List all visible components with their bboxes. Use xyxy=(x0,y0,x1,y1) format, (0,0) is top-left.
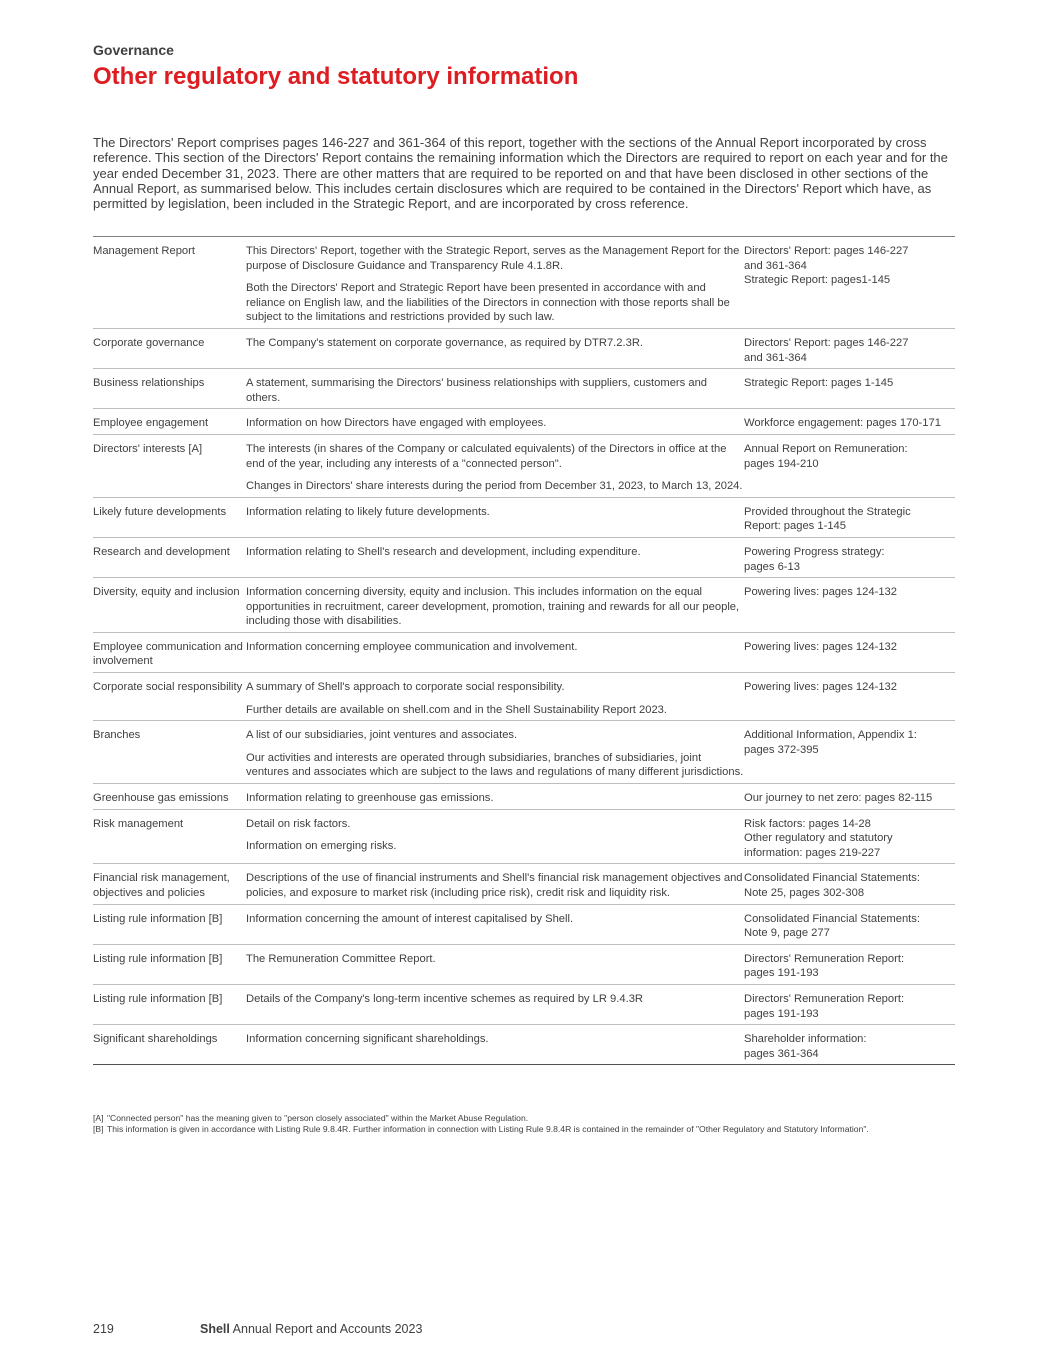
row-reference-line: Additional Information, Appendix 1: xyxy=(744,729,917,742)
row-topic: Business relationships xyxy=(93,369,246,409)
row-topic: Listing rule information [B] xyxy=(93,984,246,1024)
row-reference xyxy=(744,237,955,329)
row-detail-text: Information on how Directors have engaged with employees. xyxy=(246,417,547,430)
row-reference-line: information: pages 219-227 xyxy=(744,846,881,859)
row-detail-text: Details of the Company's long-term incentive schemes as required by LR 9.4.3R xyxy=(246,992,643,1005)
row-detail-text: Information concerning diversity, equity and inclusion. This includes information on the equal opportunities in recruitment, career development, promotion, training and rewards for all our people, including those with disabilities. xyxy=(246,586,740,628)
row-topic: Employee engagement xyxy=(93,409,246,435)
row-topic: Directors' interests [A] xyxy=(93,434,246,497)
brand-name: Shell xyxy=(200,1322,230,1336)
row-reference-line: Consolidated Financial Statements: xyxy=(744,912,920,925)
table-row xyxy=(93,809,955,864)
row-detail-text: Information concerning the amount of interest capitalised by Shell. xyxy=(246,912,574,925)
footnote xyxy=(93,1124,955,1135)
row-details xyxy=(246,632,744,672)
row-reference xyxy=(744,578,955,633)
row-topic: Greenhouse gas emissions xyxy=(93,784,246,810)
row-details xyxy=(246,537,744,577)
row-reference xyxy=(744,721,955,784)
row-reference xyxy=(744,369,955,409)
table-row xyxy=(93,864,955,904)
row-reference-line: pages 194-210 xyxy=(744,457,819,470)
row-reference-line: pages 372-395 xyxy=(744,743,819,756)
row-topic: Listing rule information [B] xyxy=(93,904,246,944)
row-topic: Risk management xyxy=(93,809,246,864)
row-reference-line: and 361-364 xyxy=(744,351,807,364)
footnote xyxy=(93,1113,955,1124)
table-row xyxy=(93,632,955,672)
row-reference xyxy=(744,904,955,944)
table-row xyxy=(93,1025,955,1065)
row-reference xyxy=(744,864,955,904)
row-detail-text: The Company's statement on corporate governance, as required by DTR7.2.3R. xyxy=(246,336,644,349)
row-reference-line: Other regulatory and statutory xyxy=(744,832,893,845)
row-detail-text: Information on emerging risks. xyxy=(246,840,397,853)
row-reference-line: Provided throughout the Strategic xyxy=(744,505,911,518)
row-reference-line: Shareholder information: xyxy=(744,1033,867,1046)
row-reference-line: pages 191-193 xyxy=(744,1007,819,1020)
row-reference xyxy=(744,434,955,497)
row-details xyxy=(246,721,744,784)
row-reference xyxy=(744,809,955,864)
row-reference xyxy=(744,632,955,672)
row-reference xyxy=(744,497,955,537)
row-reference-line: pages 191-193 xyxy=(744,967,819,980)
row-reference-line: pages 361-364 xyxy=(744,1047,819,1060)
row-topic: Significant shareholdings xyxy=(93,1033,218,1046)
row-details xyxy=(246,578,744,633)
row-reference xyxy=(744,673,955,721)
table-row xyxy=(93,721,955,784)
row-detail-text: Changes in Directors' share interests during the period from December 31, 2023, to March 13, 2024. xyxy=(246,480,743,493)
table-row xyxy=(93,944,955,984)
row-reference-line: Our journey to net zero: pages 82-115 xyxy=(744,792,933,805)
page-title: Other regulatory and statutory information xyxy=(93,63,579,90)
footnote-text: This information is given in accordance with Listing Rule 9.8.4R. Further information in connection with Listing Rule 9.8.4R is contained in the remainder of "Other Regulatory and Statutory Information". xyxy=(107,1123,869,1134)
row-details xyxy=(246,944,744,984)
row-details xyxy=(246,864,744,904)
row-detail-text: Information concerning significant shareholdings. xyxy=(246,1033,489,1046)
row-reference xyxy=(744,944,955,984)
row-reference-line: Annual Report on Remuneration: xyxy=(744,442,908,455)
table-row xyxy=(93,904,955,944)
table-row xyxy=(93,369,955,409)
row-details xyxy=(246,673,744,721)
row-reference-line: Consolidated Financial Statements: xyxy=(744,872,920,885)
row-details xyxy=(246,1025,744,1065)
row-reference-line: Note 9, page 277 xyxy=(744,927,830,940)
row-details xyxy=(246,369,744,409)
row-detail-text: A summary of Shell's approach to corporate social responsibility. xyxy=(246,681,565,694)
row-detail-text: The Remuneration Committee Report. xyxy=(246,952,436,965)
row-reference xyxy=(744,984,955,1024)
table-row xyxy=(93,784,955,810)
row-detail-text: Further details are available on shell.com and in the Shell Sustainability Report 2023. xyxy=(246,703,668,716)
row-reference xyxy=(744,537,955,577)
row-topic: Listing rule information [B] xyxy=(93,944,246,984)
row-details xyxy=(246,328,744,368)
row-details xyxy=(246,784,744,810)
row-detail-text: This Directors' Report, together with the Strategic Report, serves as the Management Report for the purpose of Disclosure Guidance and Transparency Rule 4.1.8R. xyxy=(246,245,740,272)
row-details xyxy=(246,809,744,864)
row-reference xyxy=(744,1025,955,1065)
row-reference-line: Strategic Report: pages1-145 xyxy=(744,274,891,287)
row-detail-text: Information relating to Shell's research and development, including expenditure. xyxy=(246,545,641,558)
row-detail-text: A statement, summarising the Directors' business relationships with suppliers, customers and others. xyxy=(246,377,708,404)
row-detail-text: Both the Directors' Report and Strategic Report have been presented in accordance with and reliance on English law, and the liabilities of the Directors in connection with those reports shall be subject to the limitations and restrictions provided by such law. xyxy=(246,282,730,324)
table-row xyxy=(93,578,955,633)
footnotes xyxy=(93,1113,955,1134)
row-reference xyxy=(744,328,955,368)
publication-title: Annual Report and Accounts 2023 xyxy=(232,1322,423,1336)
row-reference-line: Directors' Remuneration Report: xyxy=(744,992,905,1005)
row-detail-text: Information relating to greenhouse gas emissions. xyxy=(246,792,494,805)
row-detail-text: Descriptions of the use of financial instruments and Shell's financial risk management objectives and policies, and exposure to market risk (including price risk), credit risk and liquidity risk. xyxy=(246,872,743,899)
row-topic: Corporate social responsibility xyxy=(93,673,246,721)
row-detail-text: A list of our subsidiaries, joint ventures and associates. xyxy=(246,729,518,742)
table-row xyxy=(93,984,955,1024)
footnote-marker: [B] xyxy=(93,1123,104,1134)
row-detail-text: Detail on risk factors. xyxy=(246,817,351,830)
disclosure-table xyxy=(93,236,955,1065)
table-row xyxy=(93,237,955,329)
row-detail-text: Our activities and interests are operated through subsidiaries, branches of subsidiaries, joint ventures and associates which are subject to the laws and regulations of many different jurisdictions. xyxy=(246,751,744,779)
row-reference xyxy=(744,409,955,435)
footnote-marker: [A] xyxy=(93,1113,104,1123)
row-details xyxy=(246,434,744,497)
row-topic: Management Report xyxy=(93,237,246,329)
row-reference-line: Strategic Report: pages 1-145 xyxy=(744,377,894,390)
row-reference-line: Directors' Remuneration Report: xyxy=(744,952,905,965)
table-row xyxy=(93,537,955,577)
row-details xyxy=(246,497,744,537)
table-row xyxy=(93,434,955,497)
row-reference-line: Directors' Report: pages 146-227 xyxy=(744,245,909,257)
row-reference-line: Note 25, pages 302-308 xyxy=(744,887,865,899)
row-topic: Financial risk management, objectives and policies xyxy=(93,864,246,904)
row-reference-line: Powering Progress strategy: xyxy=(744,545,885,558)
row-topic: Employee communication and involvement xyxy=(93,632,246,672)
row-reference-line: Directors' Report: pages 146-227 xyxy=(744,336,909,349)
row-topic: Branches xyxy=(93,721,246,784)
page-footer xyxy=(93,1322,422,1336)
table-row xyxy=(93,409,955,435)
row-reference-line: pages 6-13 xyxy=(744,560,800,573)
table-row xyxy=(93,328,955,368)
row-details xyxy=(246,237,744,329)
page-number: 219 xyxy=(93,1322,114,1336)
section-label: Governance xyxy=(93,42,174,58)
row-reference-line: Powering lives: pages 124-132 xyxy=(744,640,897,653)
row-topic: Research and development xyxy=(93,537,246,577)
row-topic: Diversity, equity and inclusion xyxy=(93,578,246,633)
row-detail-text: Information relating to likely future developments. xyxy=(246,505,490,518)
row-reference-line: Powering lives: pages 124-132 xyxy=(744,586,897,599)
row-reference-line: Workforce engagement: pages 170-171 xyxy=(744,417,941,430)
row-topic: Likely future developments xyxy=(93,497,246,537)
row-detail-text: Information concerning employee communication and involvement. xyxy=(246,640,578,653)
row-details xyxy=(246,904,744,944)
table-row xyxy=(93,673,955,721)
row-reference-line: Powering lives: pages 124-132 xyxy=(744,681,897,694)
row-detail-text: The interests (in shares of the Company or calculated equivalents) of the Directors in office at the end of the year, including any interests of a "connected person". xyxy=(246,442,727,470)
intro-paragraph: The Directors' Report comprises pages 146-227 and 361-364 of this report, together with the sections of the Annual Report incorporated by cross reference. This section of the Directors' Report contains the remaining information which the Directors are required to report on each year and for the year ended December 31, 2023. There are other matters that are required to be reported on and that have been disclosed in other sections of the Annual Report, as summarised below. This includes certain disclosures which are required to be contained in the Directors' Report which have, as permitted by legislation, been included in the Strategic Report, and are incorporated by cross reference. xyxy=(93,135,948,212)
table-row xyxy=(93,497,955,537)
row-reference-line: Risk factors: pages 14-28 xyxy=(744,817,871,830)
row-details xyxy=(246,409,744,435)
row-reference xyxy=(744,784,955,810)
row-topic: Corporate governance xyxy=(93,328,246,368)
row-details xyxy=(246,984,744,1024)
row-reference-line: Report: pages 1-145 xyxy=(744,520,846,533)
row-reference-line: and 361-364 xyxy=(744,259,807,272)
footnote-text: "Connected person" has the meaning given to "person closely associated" within the Market Abuse Regulation. xyxy=(107,1113,529,1123)
